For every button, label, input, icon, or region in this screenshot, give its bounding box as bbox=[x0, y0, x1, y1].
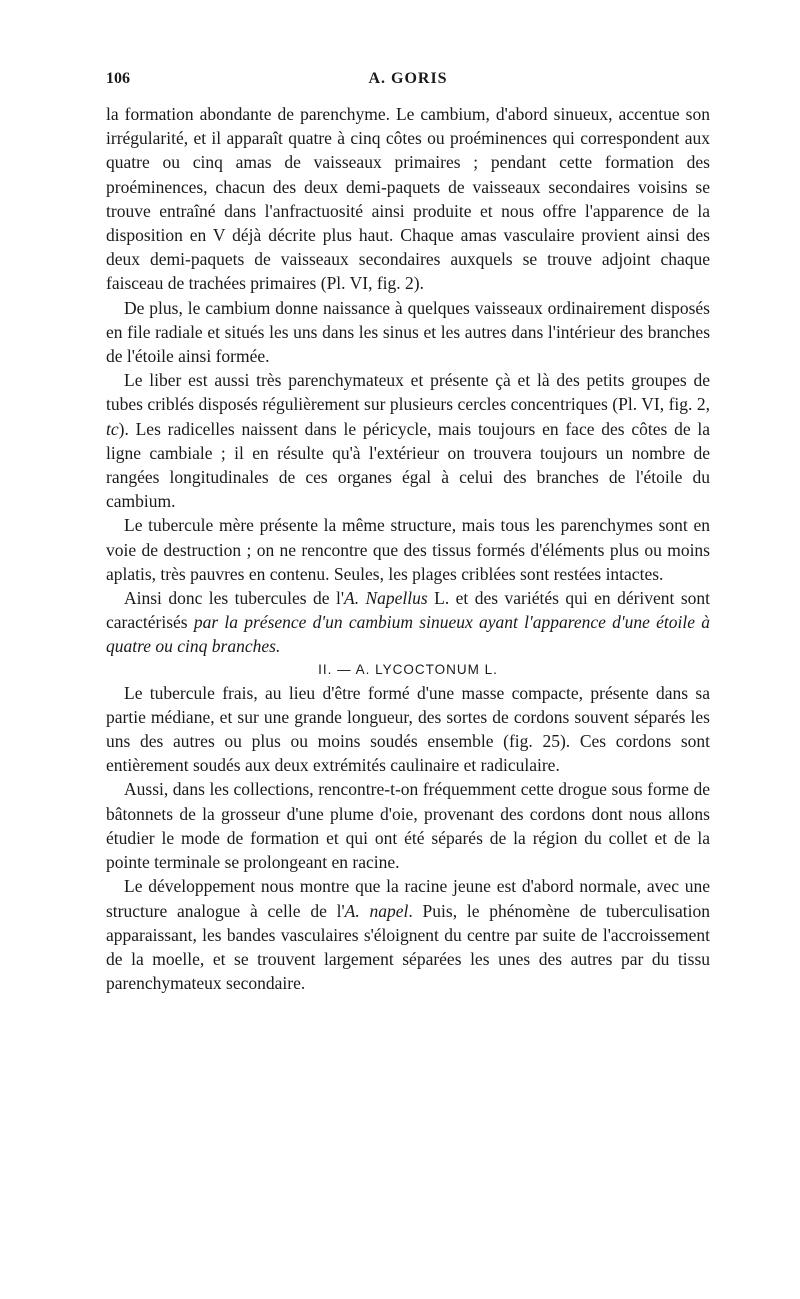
paragraph-5-conclusion: par la présence d'un cambium sinueux ayant l'apparence d'une étoile à quatre ou cinq branches. bbox=[106, 612, 710, 657]
paragraph-8-text-b: . Puis, le phénomène de tuberculisation apparaissant, les bandes vasculaires s'éloignent du centre par suite de l'accroissement de la moelle, et se trouvent largement séparées les unes des autres par du tissu parenchymateux secondaire. bbox=[106, 900, 711, 994]
species-name: A. Napellus bbox=[344, 588, 428, 609]
running-head: A. GORIS bbox=[368, 70, 448, 87]
paragraph-5-text-a: Ainsi donc les tubercules de l' bbox=[124, 588, 344, 609]
paragraph-5-text-b: L. et des variétés qui en dérivent sont caractérisés bbox=[106, 588, 711, 633]
paragraph-3-text-b: ). Les radicelles naissent dans le péricycle, mais toujours en face des côtes de la ligne cambiale ; il en résulte qu'à l'extérieur on trouvera toujours un nombre de rangées longitudinales de ces organes égal à celui des branches de l'étoile du cambium. bbox=[106, 418, 710, 512]
paragraph-8-italic: A. napel bbox=[344, 900, 409, 921]
paragraph-5 bbox=[106, 586, 710, 659]
paragraph-2: De plus, le cambium donne naissance à quelques vaisseaux ordinairement disposés en file radiale et situés les uns dans les sinus et les autres dans l'intérieur des branches de l'étoile ainsi formée. bbox=[106, 297, 710, 367]
paragraph-8-text-a: Le développement nous montre que la racine jeune est d'abord normale, avec une structure analogue à celle de l' bbox=[106, 876, 710, 921]
page-number: 106 bbox=[106, 70, 130, 87]
paragraph-3 bbox=[106, 368, 710, 513]
paragraph-3-text-a: Le liber est aussi très parenchymateux et présente çà et là des petits groupes de tubes criblés disposés régulièrement sur plusieurs cercles concentriques (Pl. VI, fig. 2, bbox=[106, 370, 710, 415]
section-heading: II. — A. LYCOCTONUM L. bbox=[318, 661, 498, 677]
paragraph-3-italic: tc bbox=[106, 418, 119, 439]
paragraph-7: Aussi, dans les collections, rencontre-t-on fréquemment cette drogue sous forme de bâtonnets de la grosseur d'une plume d'oie, provenant des cordons dont nous allons étudier le mode de formation et qui ont été séparés de la région du collet et de la pointe terminale se prolongeant en racine. bbox=[106, 779, 710, 873]
paragraph-6: Le tubercule frais, au lieu d'être formé d'une masse compacte, présente dans sa partie médiane, et sur une grande longueur, des sortes de cordons souvent séparés les uns des autres ou plus ou moins soudés ensemble (fig. 25). Ces cordons sont entièrement soudés aux deux extrémités caulinaire et radiculaire. bbox=[106, 682, 710, 776]
body-text bbox=[106, 102, 710, 995]
paragraph-8 bbox=[106, 874, 710, 995]
paragraph-1: la formation abondante de parenchyme. Le cambium, d'abord sinueux, accentue son irrégularité, et il apparaît quatre à cinq côtes ou proéminences qui correspondent aux quatre ou cinq amas de vaisseaux primaires ; pendant cette formation des proéminences, chacun des deux demi-paquets de vaisseaux secondaires voisins se trouve entraîné dans l'anfractuosité ainsi produite et nous offre l'apparence de la disposition en V déjà décrite plus haut. Chaque amas vasculaire provient ainsi des deux demi-paquets de vaisseaux secondaires auxquels se trouve adjoint chaque faisceau de trachées primaires (Pl. VI, fig. 2). bbox=[106, 104, 710, 294]
paragraph-4: Le tubercule mère présente la même structure, mais tous les parenchymes sont en voie de destruction ; on ne rencontre que des tissus formés d'éléments plus ou moins aplatis, très pauvres en contenu. Seules, les plages criblées sont restées intactes. bbox=[106, 515, 710, 584]
page-header bbox=[106, 70, 710, 94]
